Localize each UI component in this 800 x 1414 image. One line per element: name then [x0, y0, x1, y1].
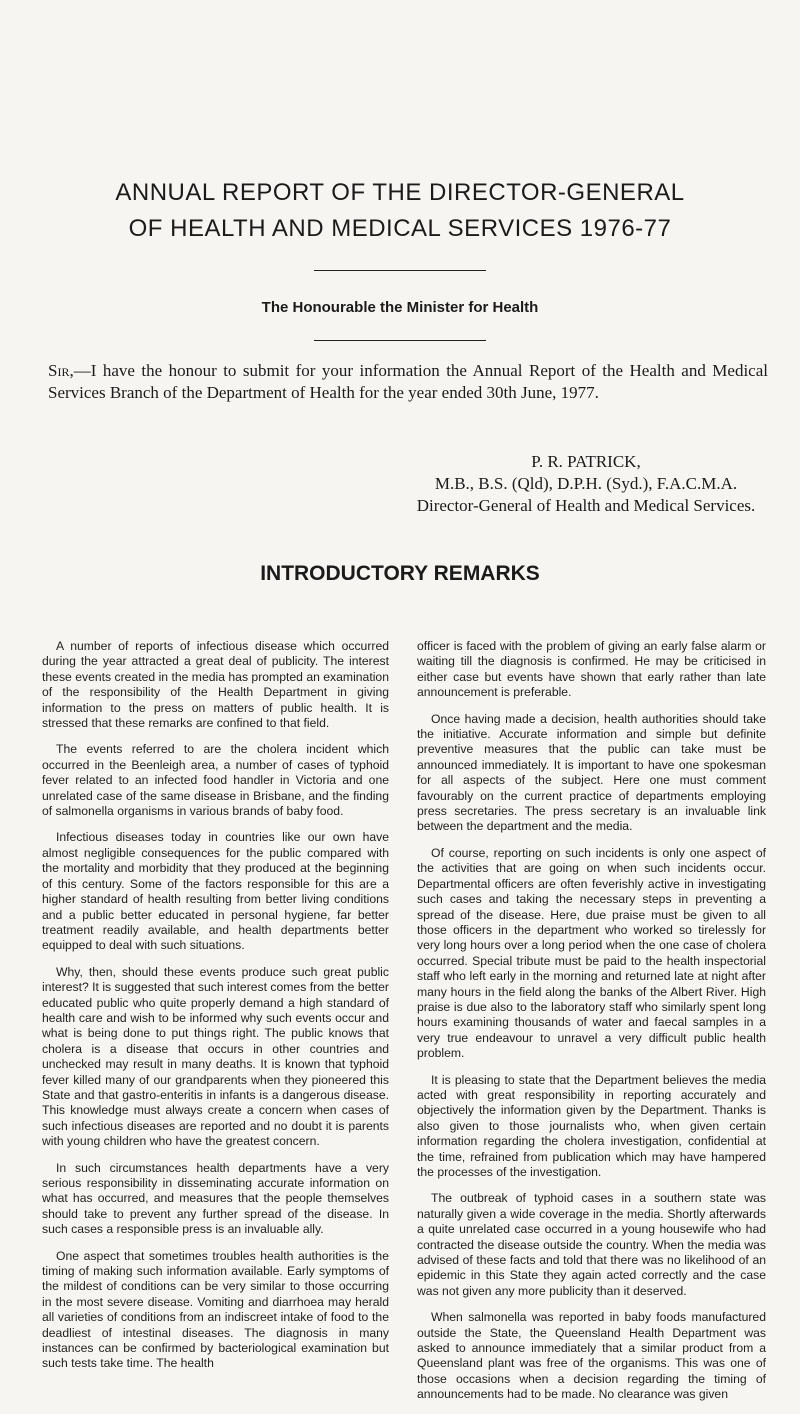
signatory-qualifications: M.B., B.S. (Qld), D.P.H. (Syd.), F.A.C.M.A. — [434, 474, 738, 493]
cover-letter — [48, 360, 768, 404]
paragraph: The events referred to are the cholera incident which occurred in the Beenleigh area, a number of cases of typhoid fever related to an infected food handler in Victoria and one unrelated case of the same disease in Brisbane, and the finding of salmonella organisms in various brands of baby food. — [42, 742, 389, 819]
paragraph: One aspect that sometimes troubles health authorities is the timing of making such information available. Early symptoms of the mildest of conditions can be very similar to those occurring in the most severe disease. Vomiting and diarrhoea may herald all varieties of conditions from an indiscreet intake of food to the deadliest of intestinal diseases. The diagnosis in many instances can be confirmed by bacteriological examination but such tests take time. The health — [42, 1248, 389, 1371]
paragraph: Of course, reporting on such incidents is only one aspect of the activities that are going on when such incidents occur. Departmental officers are often feverishly active in investigating such cases and taking the necessary steps in preventing a spread of the disease. Here, due praise must be given to all those officers in the department who worked so tirelessly for very long hours over a long period when the one case of cholera occurred. Special tribute must be paid to the health inspectorial staff who left early in the morning and returned late at night after many hours in the field along the banks of the Albert River. High praise is due also to the laboratory staff who similarly spent long hours examining thousands of water and faecal samples in a very true endeavour to unravel a very difficult public health problem. — [417, 845, 766, 1061]
paragraph: Infectious diseases today in countries like our own have almost negligible consequences for the public compared with the mortality and morbidity that they produced at the beginning of this century. Some of the factors responsible for this are a higher standard of health resulting from better living conditions and a public better educated in personal hygiene, far better treatment readily available, and health departments better equipped to deal with such situations. — [42, 830, 389, 953]
signature-block — [396, 451, 776, 517]
right-column — [417, 639, 766, 1414]
signatory-position: Director-General of Health and Medical Services. — [416, 496, 756, 515]
bottom-divider — [314, 340, 486, 341]
letter-body: —I have the honour to submit for your information the Annual Report of the Health and Medical Services Branch of the Department of Health for the year ended 30th June, 1977. — [48, 361, 768, 402]
paragraph: It is pleasing to state that the Department believes the media acted with great responsibility in reporting accurately and objectively the information given by the Department. Thanks is also given to those journalists who, when given certain information regarding the cholera investigation, confidential at the time, refrained from publication which may have hampered the processes of the investigation. — [417, 1072, 766, 1179]
paragraph-continued: officer is faced with the problem of giving an early false alarm or waiting till the diagnosis is confirmed. He may be criticised in either case but events have shown that early rather than late announcement is preferable. — [417, 639, 766, 700]
paragraph: Once having made a decision, health authorities should take the initiative. Accurate information and simple but definite preventive measures that the public can take must be announced immediately. It is important to have one spokesman for all aspects of the subject. Here one must comment favourably on the current practice of departments employing press secretaries. The press secretary is an invaluable link between the department and the media. — [417, 711, 766, 834]
top-divider — [314, 270, 486, 271]
paragraph: In such circumstances health departments have a very serious responsibility in disseminating accurate information on what has occurred, and measures that the people themselves should take to prevent any further spread of the disease. In such cases a responsible press is an invaluable ally. — [42, 1160, 389, 1237]
section-heading: INTRODUCTORY REMARKS — [260, 562, 540, 585]
paragraph: Why, then, should these events produce such great public interest? It is suggested that such interest comes from the better educated public who quite properly demand a high standard of health care and wish to be informed why such events occur and what is being done to put things right. The public knows that cholera is a disease that occurs in other countries and unchecked may result in many deaths. It is known that typhoid fever killed many of our grandparents when they pioneered this State and that gastro-enteritis in infants is a dangerous disease. This knowledge must always create a concern when cases of such infectious diseases are reported and no doubt it is parents with young children who have the greatest concern. — [42, 964, 389, 1149]
paragraph: A number of reports of infectious disease which occurred during the year attracted a great deal of publicity. The interest these events created in the media has prompted an examination of the responsibility of the Health Department in giving information to the press on matters of public health. It is stressed that these remarks are confined to that field. — [42, 639, 389, 731]
signatory-name: P. R. PATRICK, — [531, 452, 641, 471]
addressee-heading: The Honourable the Minister for Health — [261, 299, 539, 316]
salutation: Sir, — [48, 361, 74, 380]
paragraph: When salmonella was reported in baby foods manufactured outside the State, the Queensland Health Department was asked to announce immediately that a similar product from a Queensland plant was free of the organisms. This was one of those occasions when a decision regarding the timing of announcements had to be made. No clearance was given — [417, 1310, 766, 1402]
report-title-line-1: ANNUAL REPORT OF THE DIRECTOR-GENERAL — [115, 179, 685, 206]
report-title-line-2: OF HEALTH AND MEDICAL SERVICES 1976-77 — [128, 215, 672, 242]
left-column — [42, 639, 389, 1383]
paragraph: The outbreak of typhoid cases in a southern state was naturally given a wide coverage in the media. Shortly afterwards a quite unrelated case occurred in a young housewife who had contracted the disease outside the country. When the media was advised of these facts and told that there was no likelihood of an epidemic in this State they again acted correctly and the case was not given any more publicity than it deserved. — [417, 1191, 766, 1298]
